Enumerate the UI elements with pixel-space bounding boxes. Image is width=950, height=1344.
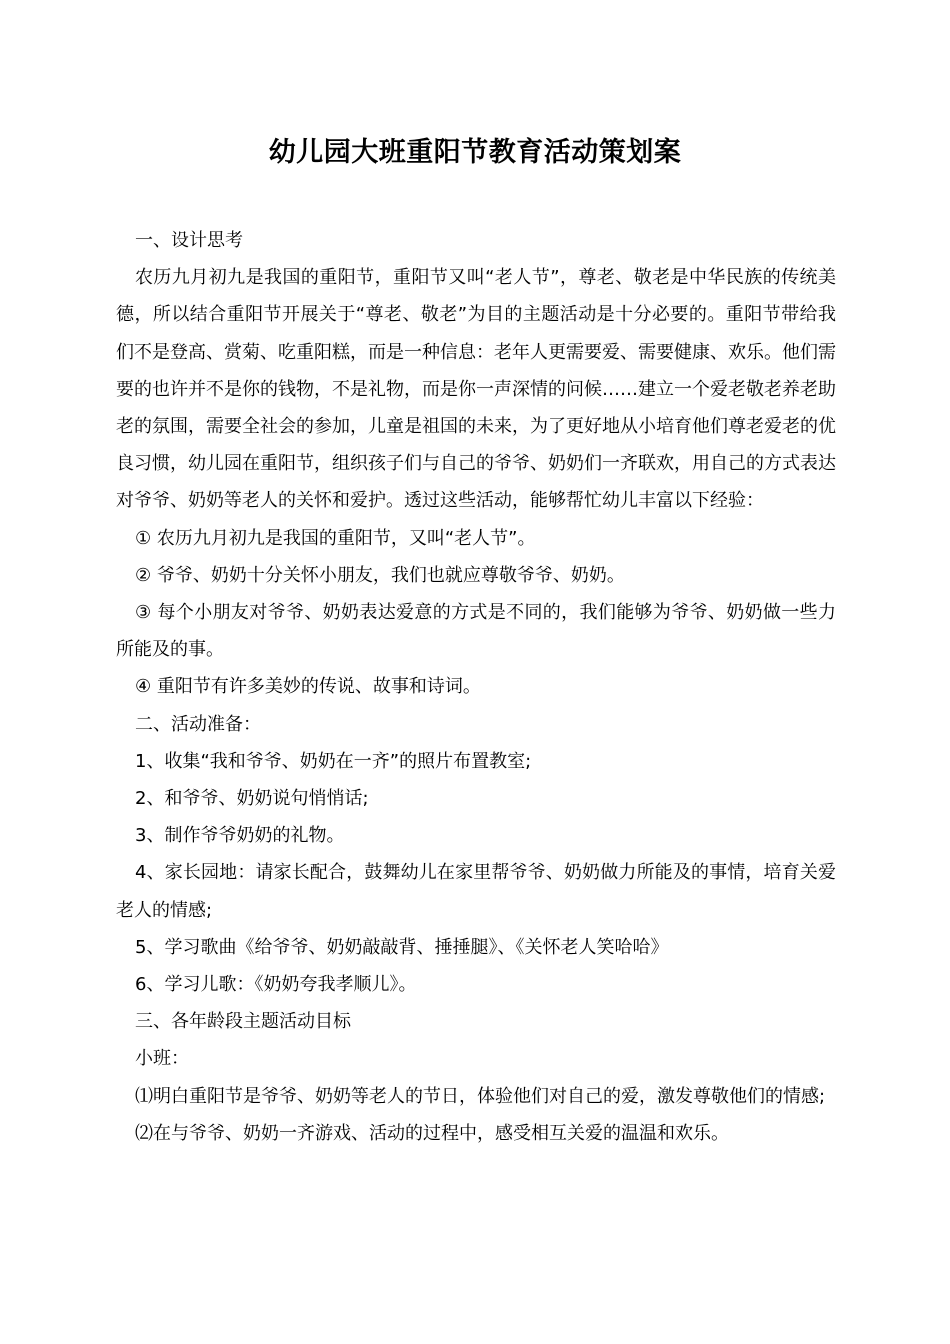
experience-item-4: ④ 重阳节有许多美妙的传说、故事和诗词。 <box>135 676 481 698</box>
section-heading-design: 一、设计思考 <box>135 230 243 251</box>
goal-item-1: ⑴明白重阳节是爷爷、奶奶等老人的节日，体验他们对自己的爱，激发尊敬他们的情感; <box>135 1085 826 1107</box>
experience-item-1: ① 农历九月初九是我国的重阳节，又叫“老人节”。 <box>135 527 536 549</box>
preparation-item-3: 3、制作爷爷奶奶的礼物。 <box>135 825 345 847</box>
goal-item-2: ⑵在与爷爷、奶奶一齐游戏、活动的过程中，感受相互关爱的温温和欢乐。 <box>135 1122 729 1144</box>
preparation-item-5: 5、学习歌曲《给爷爷、奶奶敲敲背、捶捶腿》、《关怀老人笑哈哈》 <box>135 936 669 958</box>
intro-paragraph: 农历九月初九是我国的重阳节，重阳节又叫“老人节”，尊老、敬老是中华民族的传统美德，所以结合重阳节开展关于“尊老、敬老”为目的主题活动是十分必要的。重阳节带给我们不是登高、赏菊、吃重阳糕，而是一种信息：老年人更需要爱、需要健康、欢乐。他们需要的也许并不是你的钱物，不是礼物，而是你一声深情的问候……建立一个爱老敬老养老助老的氛围，需要全社会的参加，儿童是祖国的未来，为了更好地从小培育他们尊老爱老的优良习惯，幼儿园在重阳节，组织孩子们与自己的爷爷、奶奶们一齐联欢，用自己的方式表达对爷爷、奶奶等老人的关怀和爱护。透过这些活动，能够帮忙幼儿丰富以下经验： <box>116 267 836 512</box>
subheading-small-class: 小班： <box>135 1048 189 1070</box>
preparation-item-6: 6、学习儿歌：《奶奶夸我孝顺儿》。 <box>135 974 417 996</box>
document-body <box>116 222 836 1152</box>
section-heading-goals: 三、各年龄段主题活动目标 <box>135 1011 351 1033</box>
preparation-item-1: 1、收集“我和爷爷、奶奶在一齐”的照片布置教室; <box>135 750 532 772</box>
section-heading-preparation: 二、活动准备： <box>135 713 261 735</box>
experience-item-3: ③ 每个小朋友对爷爷、奶奶表达爱意的方式是不同的，我们能够为爷爷、奶奶做一些力所能及的事。 <box>116 602 836 661</box>
experience-item-2: ② 爷爷、奶奶十分关怀小朋友，我们也就应尊敬爷爷、奶奶。 <box>135 564 625 586</box>
preparation-item-4: 4、家长园地：请家长配合，鼓舞幼儿在家里帮爷爷、奶奶做力所能及的事情，培育关爱老人的情感; <box>116 862 836 921</box>
preparation-item-2: 2、和爷爷、奶奶说句悄悄话; <box>135 788 369 810</box>
document-title: 幼儿园大班重阳节教育活动策划案 <box>268 137 682 168</box>
